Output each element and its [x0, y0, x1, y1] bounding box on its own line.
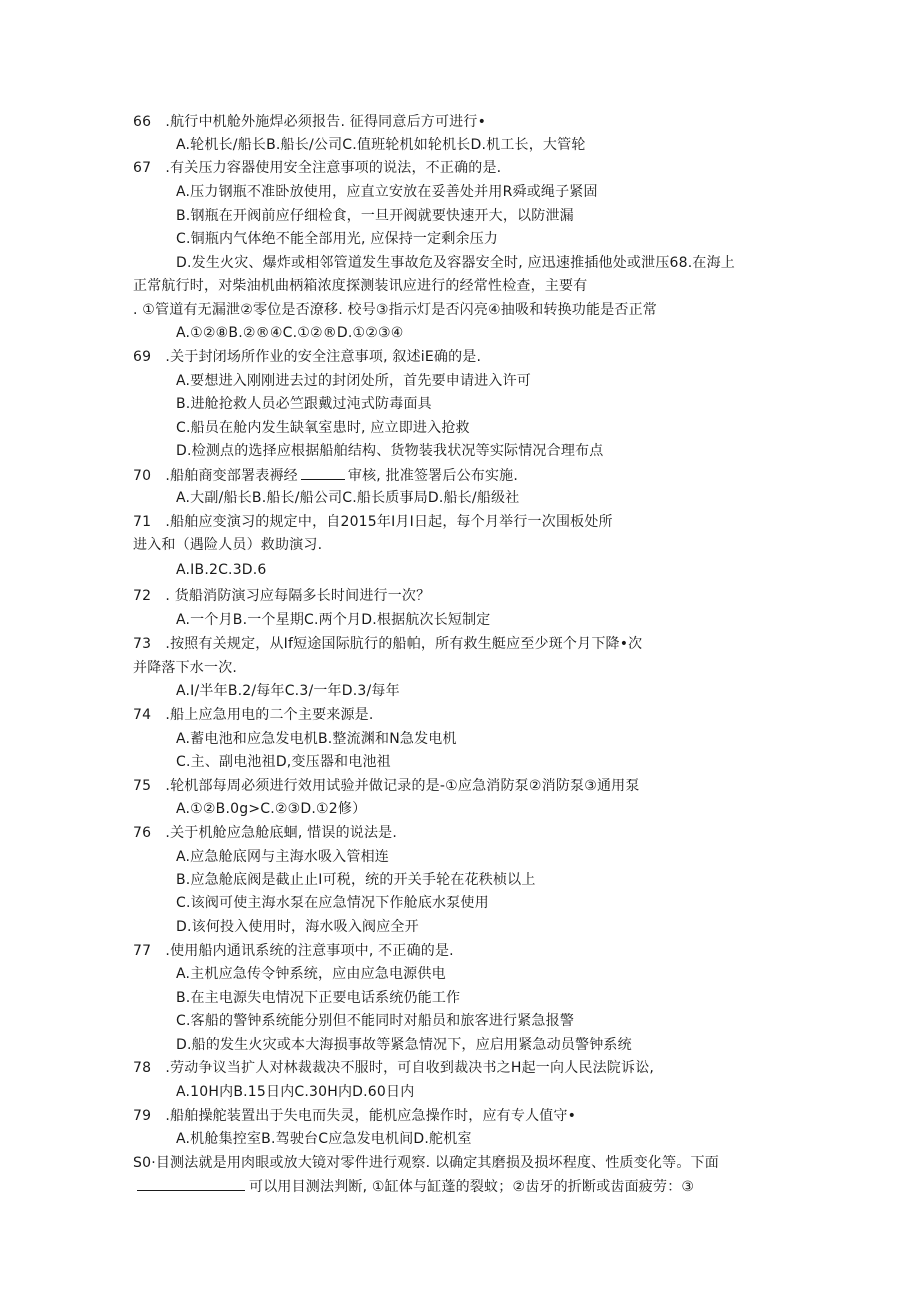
question-67-option-d: D.发生火灾、爆炸或相邻管道发生事故危及容器安全时, 应迅速推插他处或泄压68.在海上 — [176, 255, 735, 271]
question-74: 74 .船上应急用电的二个主要来源是. — [133, 707, 374, 723]
question-67-option-c: C.铜瓶内气体绝不能全部用光, 应保持一定剩余压力 — [176, 231, 499, 247]
question-76-option-b: B.应急舱底阀是截止止I可税，统的开关手轮在花秩桢以上 — [176, 872, 536, 888]
question-76-option-c: C.该阀可使主海水泵在应急情况下作舱底水泵使用 — [176, 895, 489, 911]
question-71-continued: 进入和（遇险人员）救助演习. — [133, 537, 323, 553]
question-77: 77 .使用船内通讯系统的注意事项中, 不正确的是. — [133, 943, 454, 959]
question-76-option-d: D.该何投入使用时，海水吸入阀应全开 — [176, 919, 419, 935]
question-68-stem: 正常航行时，对柴油机曲柄箱浓度探测装讯应进行的经常性检查，主要有 — [133, 278, 588, 294]
answer-blank — [137, 1176, 245, 1191]
question-70-options: A.大副/船长B.船长/船公司C.船长质事局D.船长/船级社 — [176, 490, 520, 506]
question-66: 66 .航行中机舱外施焊必须报告. 征得同意后方可进行• — [133, 114, 487, 130]
question-78: 78 .劳动争议当扩人对林裁裁决不服时，可自收到裁决书之H起一向人民法院诉讼, — [133, 1060, 655, 1076]
question-70-text: 70 .船舶商变部署表褥经 — [133, 468, 298, 484]
question-69-option-a: A.要想进入刚刚进去过的封闭处所，首先要申请进入许可 — [176, 373, 531, 389]
question-67: 67 .有关压力容器使用安全注意事项的说法，不正确的是. — [133, 160, 502, 176]
answer-blank — [301, 465, 345, 480]
question-71-options: A.IB.2C.3D.6 — [176, 562, 267, 578]
question-69-option-c: C.船员在舱内发生缺氧室患时, 应立即进入抢救 — [176, 420, 470, 436]
question-73: 73 .按照有关规定，从If短途国际肮行的船帕，所有救生艇应至少斑个月下降•次 — [133, 636, 643, 652]
question-67-option-b: B.钢瓶在开阀前应仔细检食，一旦开阀就要快速开大，以防泄漏 — [176, 208, 574, 224]
question-73-options: A.I/半年B.2/每年C.3/一年D.3/每年 — [176, 683, 400, 699]
question-80-continued-text: 可以用目测法判断, ①缸体与缸蓬的裂蚊；②齿牙的折断或齿面疲劳：③ — [249, 1179, 695, 1195]
question-77-option-d: D.船的发生火灾或本大海损事故等紧急情况下，应启用紧急动员警钟系统 — [176, 1037, 632, 1053]
question-75: 75 .轮机部每周必须进行效用试验并做记录的是-①应急消防泵②消防泵③通用泵 — [133, 778, 640, 794]
question-77-option-c: C.客船的警钟系统能分别但不能同时对船员和旅客进行紧急报警 — [176, 1013, 575, 1029]
question-72-options: A.一个月B.一个星期C.两个月D.根据航次长短制定 — [176, 612, 491, 628]
question-74-options-ab: A.蓄电池和应急发电机B.整流渊和N急发电机 — [176, 731, 457, 747]
question-72: 72 . 货船消防演习应每隔多长时间进行一次？ — [133, 588, 431, 604]
question-80-continued — [133, 1176, 694, 1197]
question-77-option-a: A.主机应急传令钟系统，应由应急电源供电 — [176, 966, 446, 982]
question-76-option-a: A.应急舱底网与主海水吸入管相连 — [176, 849, 389, 865]
question-69: 69 .关于封闭场所作业的安全注意事项, 叙述iE确的是. — [133, 349, 482, 365]
question-68-options: A.①②⑧B.②®④C.①②®D.①②③④ — [176, 325, 404, 341]
question-69-option-d: D.检测点的选择应根据船舶结构、货物装我状况等实际情况合理布点 — [176, 443, 604, 459]
question-70 — [133, 465, 518, 486]
question-75-options: A.①②B.0g>C.②③D.①2修） — [176, 801, 367, 817]
question-74-options-cd: C.主、副电池祖D,变压器和电池祖 — [176, 754, 391, 770]
question-79-options: A.机舱集控室B.驾驶台C应急发电机间D.舵机室 — [176, 1131, 472, 1147]
question-79: 79 .船舶操舵装置出于失电而失灵，能机应急操作时，应有专人值守• — [133, 1108, 577, 1124]
question-77-option-b: B.在主电源失电情况下正要电话系统仍能工作 — [176, 990, 461, 1006]
question-66-options: A.轮机长/船长B.船长/公司C.值班轮机如轮机长D.机工长，大管轮 — [176, 137, 586, 153]
question-78-options: A.10H内B.15日内C.30H内D.60日内 — [176, 1084, 415, 1100]
question-71: 71 .船舶应变演习的规定中，自2015年I月I日起，每个月举行一次围板处所 — [133, 514, 613, 530]
question-80: S0·目测法就是用肉眼或放大镜对零件进行观察. 以确定其磨损及损坏程度、性质变化等。下面 — [133, 1155, 719, 1171]
question-76: 76 .关于机舱应急舱底蛔, 惜误的说法是. — [133, 825, 398, 841]
question-68-items: . ①管道有无漏泄②零位是否潦移. 校号③指示灯是否闪亮④抽吸和转换功能是否正常 — [133, 302, 658, 318]
question-73-continued: 并降落下水一次. — [133, 660, 238, 676]
question-67-option-a: A.压力钢瓶不准卧放使用，应直立安放在妥善处并用R舜或绳子紧固 — [176, 184, 598, 200]
question-70-text-end: 审核, 批准签署后公布实施. — [347, 468, 519, 484]
question-69-option-b: B.进舱抢救人员必竺跟戴过沌式防毒面具 — [176, 396, 432, 412]
